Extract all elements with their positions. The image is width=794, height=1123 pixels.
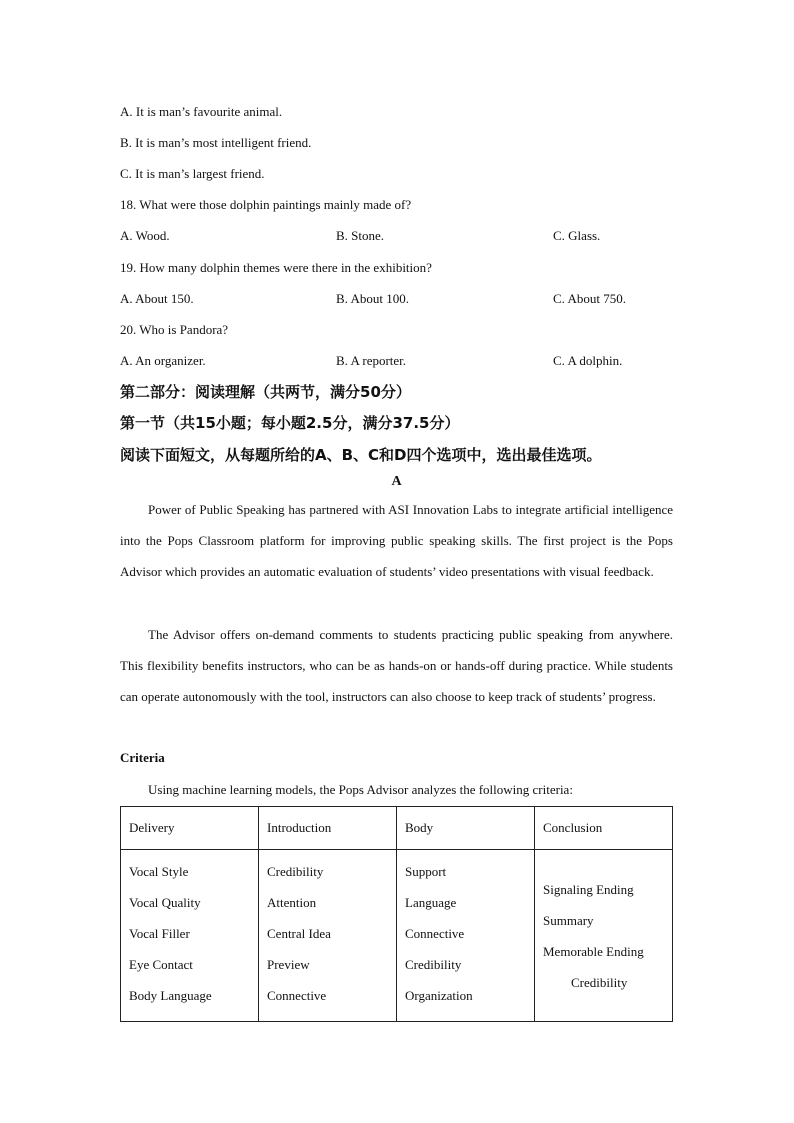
criteria-intro: Using machine learning models, the Pops Advisor analyzes the following criteria: xyxy=(148,782,573,797)
passage-label: A xyxy=(391,474,402,489)
passage-paragraph-1: Power of Public Speaking has partnered with ASI Innovation Labs to integrate artificial intelligence into the Pops Classroom platform for improving public speaking skills. The first project is the Pops Advisor which provides an automatic evaluation of students’ video presentations with visual feedback. xyxy=(120,502,673,579)
criteria-heading: Criteria xyxy=(120,750,165,765)
body-item: Organization xyxy=(405,988,473,1003)
q19-option-a: A. About 150. xyxy=(120,291,194,306)
header-conclusion: Conclusion xyxy=(535,807,673,850)
q18-option-c: C. Glass. xyxy=(553,228,601,243)
introduction-item: Preview xyxy=(267,957,310,972)
body-item: Credibility xyxy=(405,957,462,972)
introduction-item: Attention xyxy=(267,895,317,910)
instruction: 阅读下面短文，从每题所给的A、B、C和D四个选项中，选出最佳选项。 xyxy=(120,446,602,464)
q18-option-b: B. Stone. xyxy=(336,228,385,243)
section-title: 第一节（共15小题；每小题2.5分，满分37.5分） xyxy=(120,414,460,432)
q20-option-a: A. An organizer. xyxy=(120,353,206,368)
q17-option-b: B. It is man’s most intelligent friend. xyxy=(120,135,312,150)
q19-question: 19. How many dolphin themes were there in the exhibition? xyxy=(120,260,432,275)
conclusion-item: Summary xyxy=(543,912,594,928)
q20-option-c: C. A dolphin. xyxy=(553,353,623,368)
table-header-row xyxy=(121,807,673,850)
q19-option-c: C. About 750. xyxy=(553,291,626,306)
q17-option-c: C. It is man’s largest friend. xyxy=(120,166,265,181)
q20-option-b: B. A reporter. xyxy=(336,353,407,368)
introduction-item: Connective xyxy=(267,988,327,1003)
q20-question: 20. Who is Pandora? xyxy=(120,322,229,337)
criteria-table xyxy=(120,806,673,1022)
introduction-item: Central Idea xyxy=(267,926,331,941)
delivery-item: Body Language xyxy=(129,988,212,1003)
introduction-cell xyxy=(259,850,397,1022)
header-body: Body xyxy=(397,807,535,850)
delivery-item: Eye Contact xyxy=(129,957,193,972)
q18-option-a: A. Wood. xyxy=(120,228,170,243)
delivery-item: Vocal Style xyxy=(129,864,189,879)
conclusion-item: Signaling Ending xyxy=(543,881,634,897)
body-item: Connective xyxy=(405,926,465,941)
delivery-item: Vocal Quality xyxy=(129,895,201,910)
body-cell xyxy=(397,850,535,1022)
header-introduction: Introduction xyxy=(259,807,397,850)
conclusion-cell xyxy=(535,850,673,1022)
header-delivery: Delivery xyxy=(121,807,259,850)
introduction-item: Credibility xyxy=(267,864,324,879)
part-title: 第二部分：阅读理解（共两节，满分50分） xyxy=(120,383,411,401)
body-item: Support xyxy=(405,864,447,879)
q18-question: 18. What were those dolphin paintings mainly made of? xyxy=(120,197,412,212)
body-item: Language xyxy=(405,895,457,910)
conclusion-item: Credibility xyxy=(571,974,628,990)
delivery-item: Vocal Filler xyxy=(129,926,190,941)
conclusion-item: Memorable Ending xyxy=(543,943,644,959)
delivery-cell xyxy=(121,850,259,1022)
q19-option-b: B. About 100. xyxy=(336,291,409,306)
passage-paragraph-2: The Advisor offers on-demand comments to students practicing public speaking from anywhere. This flexibility benefits instructors, who can be as hands-on or hands-off during practice. While students can operate autonomously with the tool, instructors can also choose to keep track of students’ progress. xyxy=(120,627,673,704)
q17-option-a: A. It is man’s favourite animal. xyxy=(120,104,283,119)
table-row xyxy=(121,850,673,1022)
